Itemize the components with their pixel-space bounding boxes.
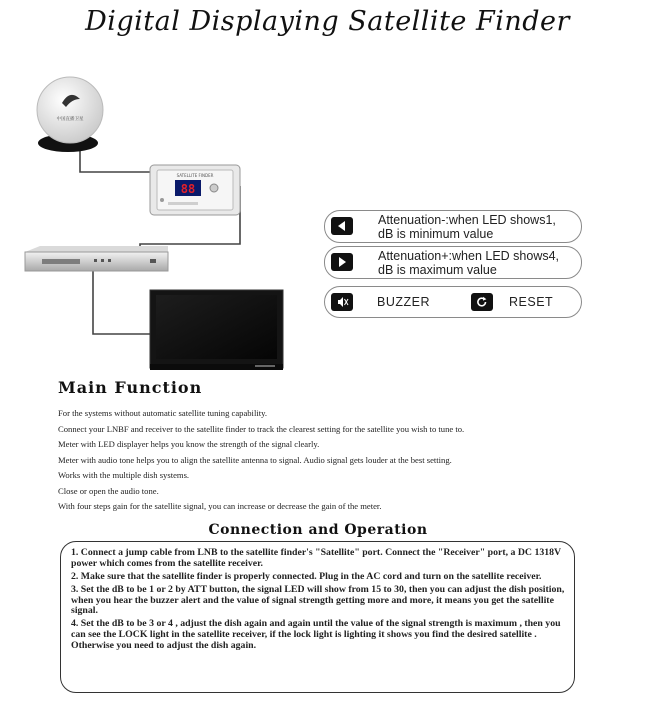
- list-item: Meter with audio tone helps you to align the satellite antenna to signal. Audio signal gets louder at the best setting.: [58, 454, 452, 465]
- attenuation-plus-line1: Attenuation+:when LED shows4,: [378, 249, 560, 263]
- meter-label: SATELLITE FINDER: [176, 173, 214, 178]
- list-item: For the systems without automatic satellite tuning capability.: [58, 408, 267, 418]
- list-item: Close or open the audio tone.: [58, 485, 159, 496]
- dish-logo-text: 中国直播卫星: [56, 117, 84, 122]
- meter-display-value: 88: [180, 182, 196, 196]
- main-function-heading: Main Function: [58, 378, 203, 397]
- main-function-list: [58, 406, 464, 515]
- list-item: 1. Connect a jump cable from LNB to the satellite finder's "Satellite" port. Connect the "Receiver" port, a DC 1318V power which comes from the satellite receiver.: [71, 547, 561, 569]
- attenuation-minus-line1: Attenuation-:when LED shows1,: [378, 213, 556, 227]
- satellite-dish: [37, 77, 103, 152]
- arrow-left-icon: [331, 217, 353, 235]
- speaker-mute-icon: [331, 293, 353, 311]
- satellite-receiver: [25, 246, 168, 271]
- page-title: Digital Displaying Satellite Finder: [85, 6, 570, 37]
- connection-steps-list: [71, 548, 566, 654]
- refresh-icon: [471, 293, 493, 311]
- list-item: Meter with LED displayer helps you know the strength of the signal clearly.: [58, 439, 320, 449]
- buzzer-label: BUZZER: [377, 295, 430, 309]
- list-item: 2. Make sure that the satellite finder is properly connected. Plug in the AC cord and turn on the satellite receiver.: [71, 570, 542, 582]
- list-item: 4. Set the dB to be 3 or 4 , adjust the dish again and again until the value of the signal strength is maximum , then you can see the LOCK light in the satellite receiver, if the lock light is lighting it shows you find the desired satellite . Otherwise you need to adjust the dish again.: [71, 618, 561, 651]
- television: [150, 290, 283, 370]
- attenuation-minus-line2: dB is minimum value: [378, 227, 494, 241]
- attenuation-plus-line2: dB is maximum value: [378, 263, 497, 277]
- list-item: 3. Set the dB to be 1 or 2 by ATT button, the signal LED will show from 15 to 30, then you can adjust the dish position, when you hear the buzzer alert and the value of signal strength getting more and more, it means you get the satellite signal.: [71, 583, 565, 617]
- connection-heading: Connection and Operation: [208, 522, 428, 538]
- connection-steps-box: [60, 541, 575, 693]
- buzzer-reset-row: [324, 286, 582, 318]
- attenuation-plus-row: [324, 246, 582, 279]
- list-item: Connect your LNBF and receiver to the satellite finder to track the clearest setting for the satellite you wish to tune to.: [58, 423, 465, 434]
- reset-label: RESET: [509, 295, 554, 309]
- arrow-right-icon: [331, 253, 353, 271]
- list-item: Works with the multiple dish systems.: [58, 470, 190, 480]
- list-item: With four steps gain for the satellite signal, you can increase or decrease the gain of the meter.: [58, 501, 382, 511]
- satellite-finder-meter: [150, 165, 240, 215]
- connection-diagram: [0, 60, 300, 378]
- attenuation-minus-row: [324, 210, 582, 243]
